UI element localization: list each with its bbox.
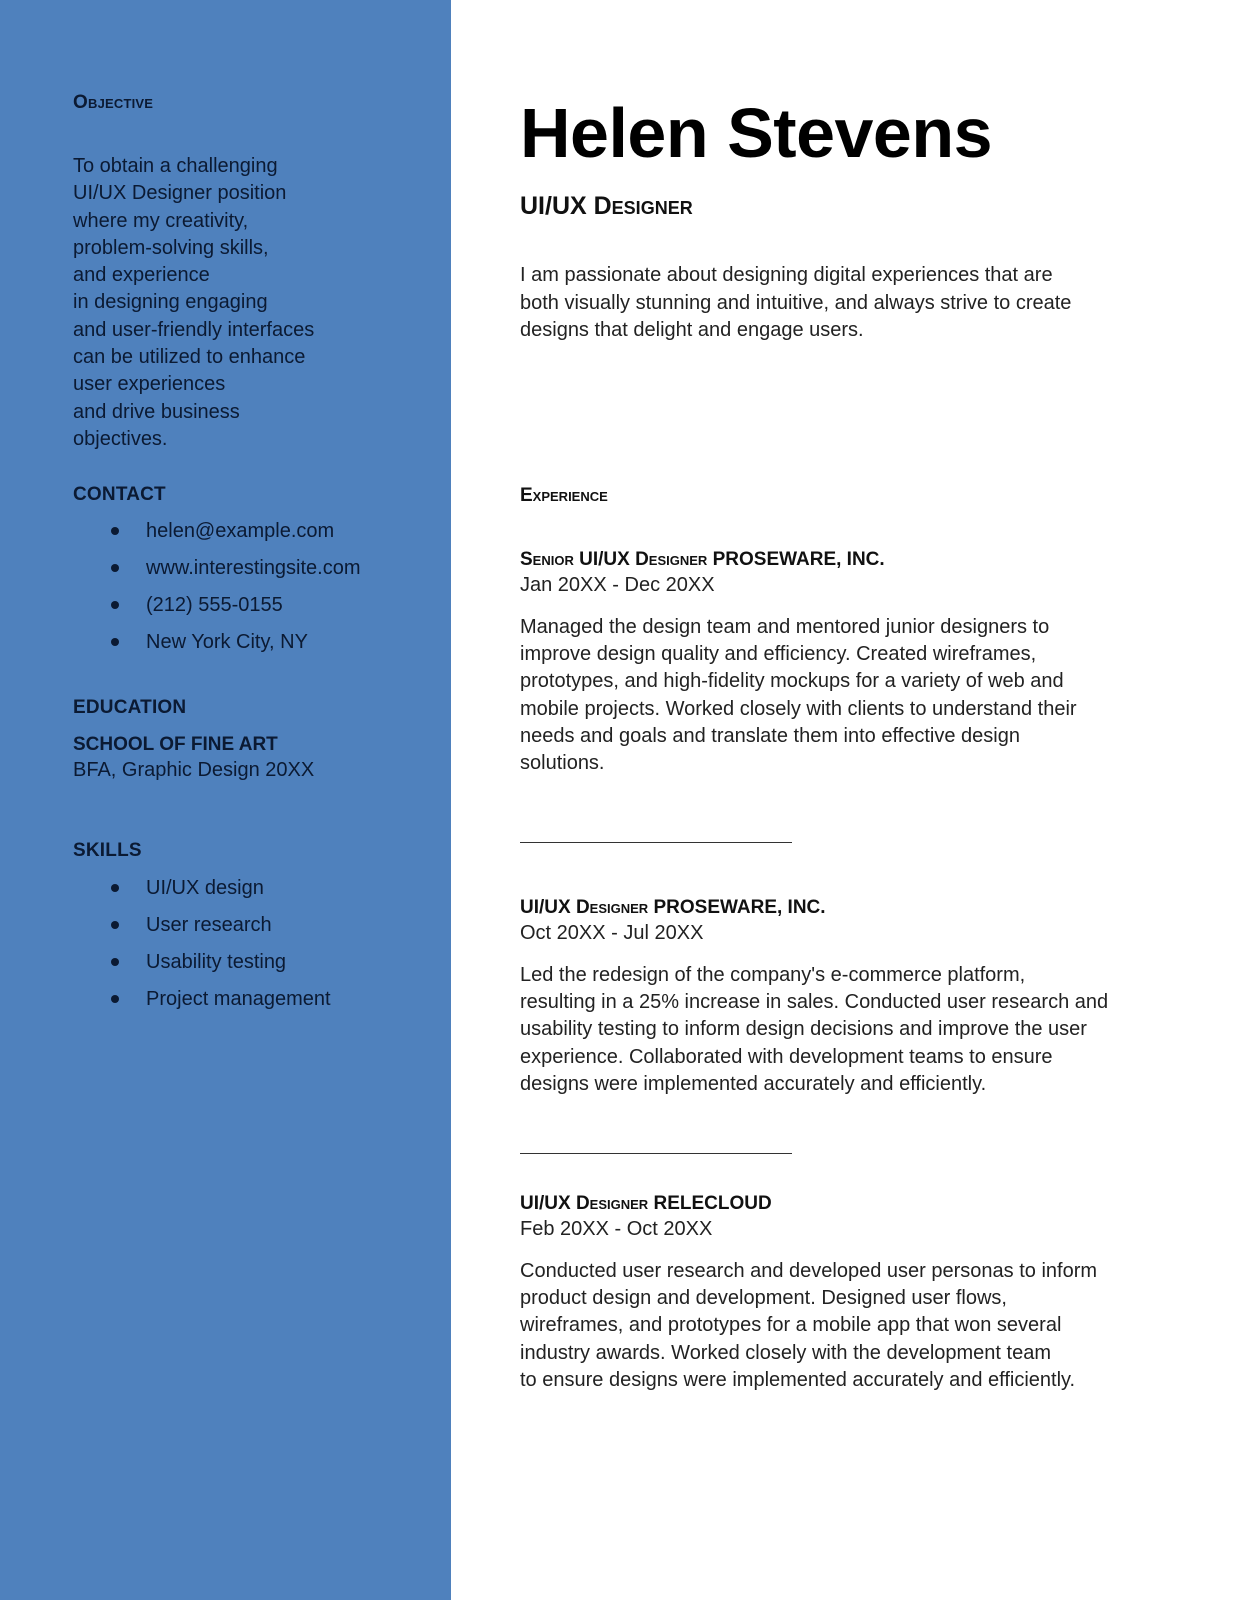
job-dates: Feb 20XX - Oct 20XX (520, 1218, 713, 1240)
job-title: UI/UX Designer (520, 192, 693, 220)
contact-website-text: www.interestingsite.com (146, 557, 361, 579)
bullet-icon (111, 564, 119, 572)
experience-heading: Experience (520, 485, 608, 506)
job-entry (520, 1193, 1170, 1394)
job-company: PROSEWARE, INC. (712, 549, 885, 570)
school-name: SCHOOL OF FINE ART (73, 734, 278, 755)
skills-list (73, 875, 443, 1023)
bullet-icon (111, 601, 119, 609)
skill-item (73, 949, 443, 986)
skill-text: Project management (146, 988, 331, 1010)
job-role: UI/UX Designer (520, 897, 649, 918)
contact-location-text: New York City, NY (146, 631, 308, 653)
contact-email[interactable] (73, 518, 443, 555)
bullet-icon (111, 527, 119, 535)
sidebar (0, 0, 451, 1600)
bullet-icon (111, 884, 119, 892)
bullet-icon (111, 958, 119, 966)
job-description: Led the redesign of the company's e-commerce platform, resulting in a 25% increase in sales. Conducted user research and usability testing to inform design decisions and improve the user experience. Collaborated with development teams to ensure designs were implemented accurately and efficiently. (520, 964, 1109, 1095)
skill-text: User research (146, 914, 272, 936)
objective-text: To obtain a challenging UI/UX Designer position where my creativity, problem-solving skills, and experience in designing engaging and user-friendly interfaces can be utilized to enhance user experiences and drive business objectives. (73, 155, 315, 450)
divider (520, 842, 792, 843)
candidate-name: Helen Stevens (520, 94, 993, 172)
skill-item (73, 912, 443, 949)
objective-heading: Objective (73, 92, 154, 113)
contact-phone (73, 592, 443, 629)
degree: BFA, Graphic Design 20XX (73, 759, 315, 781)
job-dates: Oct 20XX - Jul 20XX (520, 922, 704, 944)
divider (520, 1153, 792, 1154)
bullet-icon (111, 638, 119, 646)
job-description: Managed the design team and mentored junior designers to improve design quality and efficiency. Created wireframes, prototypes, and high-fidelity mockups for a variety of web and mobile projects. Worked closely with clients to understand their needs and goals and translate them into effective design solutions. (520, 616, 1077, 775)
job-company: RELECLOUD (653, 1193, 772, 1214)
job-entry (520, 549, 1170, 777)
job-dates: Jan 20XX - Dec 20XX (520, 574, 715, 596)
job-header (520, 549, 1170, 571)
contact-email-text: helen@example.com (146, 520, 335, 542)
job-header (520, 1193, 1170, 1215)
job-company: PROSEWARE, INC. (653, 897, 826, 918)
job-description: Conducted user research and developed user personas to inform product design and development. Designed user flows, wireframes, and prototypes for a mobile app that won several industry awards. Worked closely with the development team to ensure designs were implemented accurately and efficiently. (520, 1260, 1098, 1391)
contact-location (73, 629, 443, 666)
job-role: Senior UI/UX Designer (520, 549, 708, 570)
job-role: UI/UX Designer (520, 1193, 649, 1214)
contact-list (73, 518, 443, 666)
job-header (520, 897, 1170, 919)
skills-heading: SKILLS (73, 840, 142, 861)
skill-item (73, 875, 443, 912)
bullet-icon (111, 995, 119, 1003)
summary-text: I am passionate about designing digital experiences that are both visually stunning and intuitive, and always strive to create designs that delight and engage users. (520, 264, 1072, 341)
bullet-icon (111, 921, 119, 929)
contact-website[interactable] (73, 555, 443, 592)
contact-heading: CONTACT (73, 484, 166, 505)
job-entry (520, 897, 1170, 1098)
education-heading: EDUCATION (73, 697, 187, 718)
skill-item (73, 986, 443, 1023)
contact-phone-text: (212) 555-0155 (146, 594, 283, 616)
skill-text: Usability testing (146, 951, 287, 973)
skill-text: UI/UX design (146, 877, 264, 899)
